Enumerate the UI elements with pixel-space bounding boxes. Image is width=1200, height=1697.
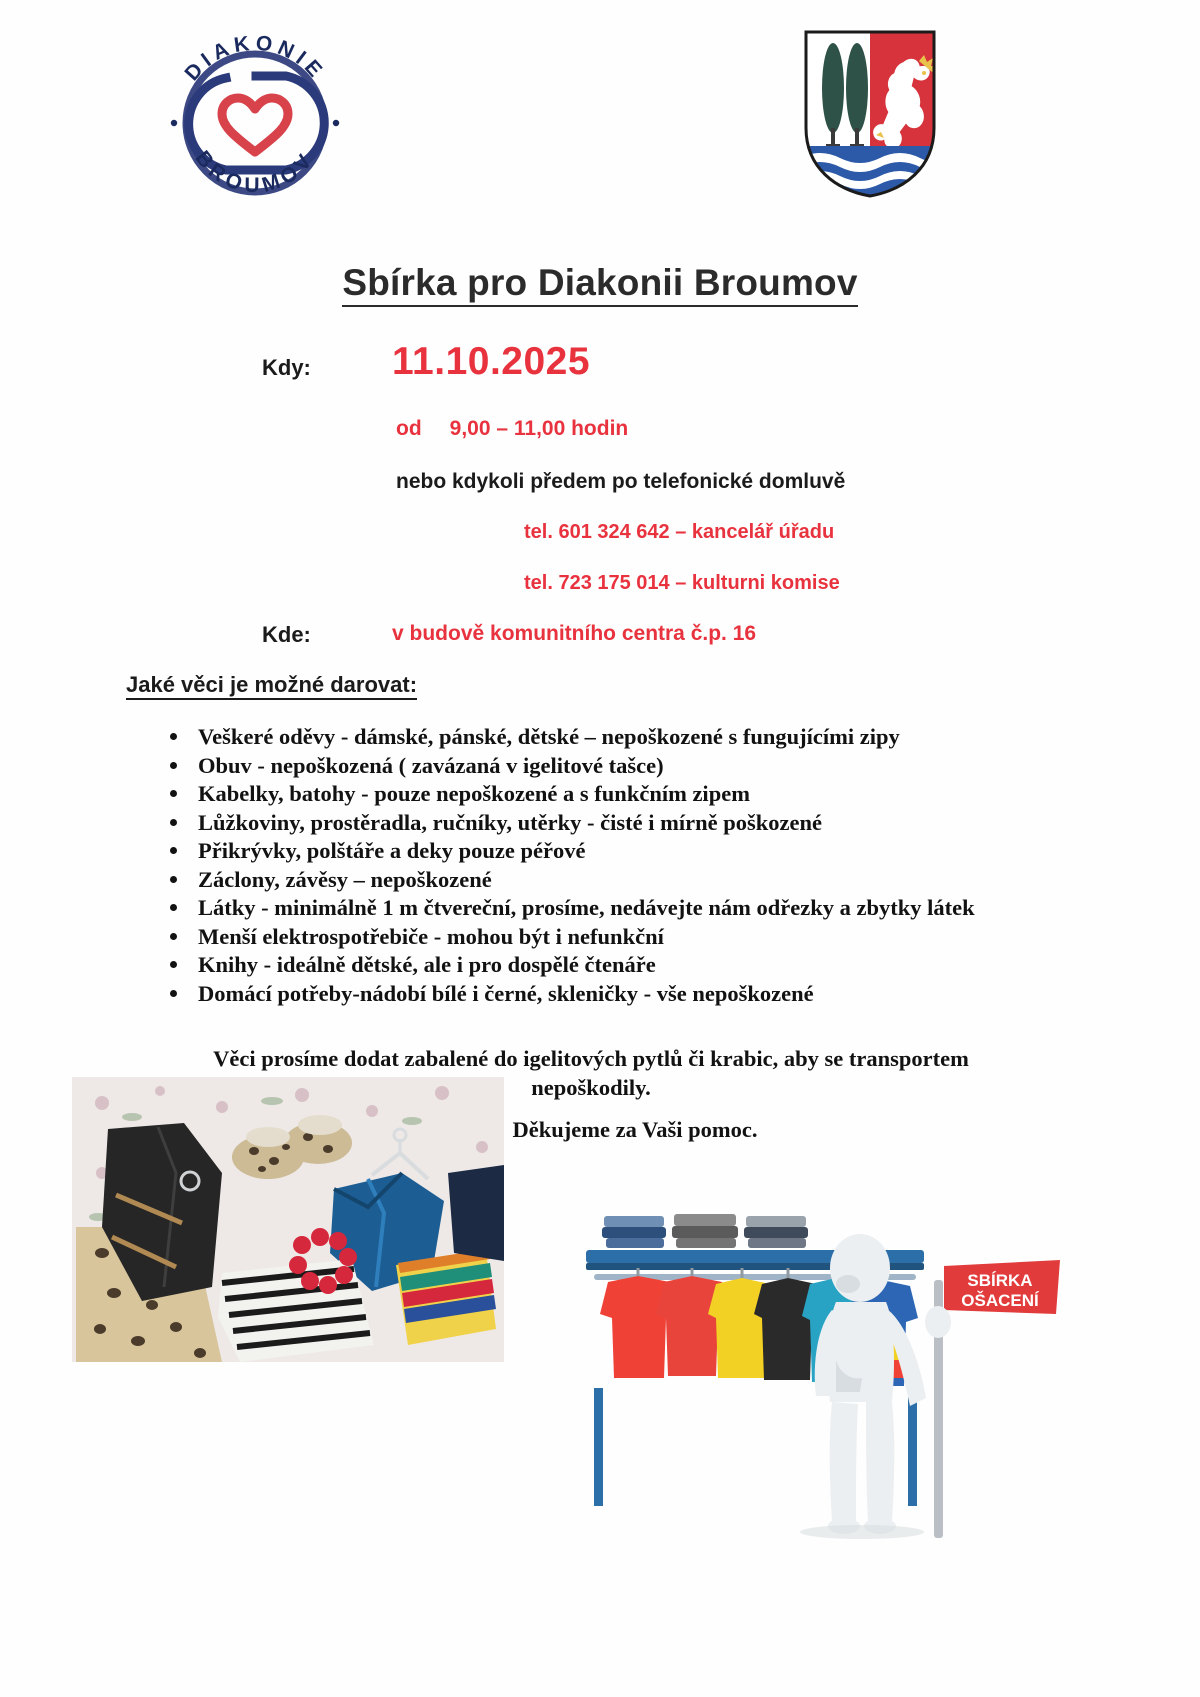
time-prefix: od xyxy=(396,417,422,440)
list-item-label: Kabelky, batohy - pouze nepoškozené a s funkčním zipem xyxy=(198,781,750,806)
list-item xyxy=(160,952,1060,979)
bullet-icon xyxy=(170,933,177,940)
when-label: Kdy: xyxy=(262,355,311,380)
phone-culture-commission: tel. 723 175 014 – kulturni komise xyxy=(524,572,840,594)
phone-office: tel. 601 324 642 – kancelář úřadu xyxy=(524,521,835,543)
municipal-coat-of-arms xyxy=(800,28,940,200)
list-item-label: Obuv - nepoškozená ( zavázaná v igelitové tašce) xyxy=(198,752,664,778)
diakonie-broumov-logo xyxy=(160,28,350,218)
bullet-icon xyxy=(170,876,177,883)
list-item xyxy=(160,724,1060,751)
list-item xyxy=(160,838,1060,865)
packing-note: Věci prosíme dodat zabalené do igelitových pytlů či krabic, aby se transportem nepoškodily. xyxy=(213,1046,969,1100)
list-item-label: Záclony, závěsy – nepoškozené xyxy=(198,866,492,892)
event-time xyxy=(396,417,628,441)
list-item xyxy=(160,867,1060,894)
page-title-text: Sbírka pro Diakonii Broumov xyxy=(342,262,857,307)
list-item xyxy=(160,753,1060,780)
clothing-collection-illustration xyxy=(560,1210,1060,1540)
list-item xyxy=(160,810,1060,837)
sign-line-2: OŠACENÍ xyxy=(961,1291,1039,1310)
list-item-label: Látky - minimálně 1 m čtvereční, prosíme, nedávejte nám odřezky a zbytky látek xyxy=(198,895,975,920)
bullet-icon xyxy=(170,847,177,854)
bullet-icon xyxy=(170,819,177,826)
list-item xyxy=(160,895,1060,922)
list-item-label: Knihy - ideálně dětské, ale i pro dospělé čtenáře xyxy=(198,952,656,977)
bullet-icon xyxy=(170,990,177,997)
donations-list xyxy=(160,724,1060,1009)
bullet-icon xyxy=(170,762,177,769)
list-item-label: Přikrývky, polštáře a deky pouze péřové xyxy=(198,838,586,863)
donated-clothes-photo xyxy=(72,1077,504,1362)
where-label: Kde: xyxy=(262,622,311,647)
list-item xyxy=(160,924,1060,951)
logo-text-bottom: BROUMOV xyxy=(190,146,320,198)
collection-sign xyxy=(944,1260,1060,1314)
list-item-label: Domácí potřeby-nádobí bílé i černé, skleničky - vše nepoškozené xyxy=(198,980,814,1006)
event-date: 11.10.2025 xyxy=(392,340,591,383)
list-item xyxy=(160,781,1060,808)
thanks-note: Děkujeme za Vaši pomoc. xyxy=(512,1117,758,1142)
bullet-icon xyxy=(170,904,177,911)
list-item xyxy=(160,981,1060,1008)
time-range: 9,00 – 11,00 hodin xyxy=(449,417,629,440)
page-title xyxy=(0,262,1200,304)
bullet-icon xyxy=(170,790,177,797)
event-location: v budově komunitního centra č.p. 16 xyxy=(392,622,757,645)
list-item-label: Veškeré oděvy - dámské, pánské, dětské – nepoškozené s fungujícími zipy xyxy=(198,724,900,749)
logo-text-top: DIAKONIE xyxy=(180,31,330,86)
bullet-icon xyxy=(170,961,177,968)
list-item-label: Lůžkoviny, prostěradla, ručníky, utěrky - čisté i mírně poškozené xyxy=(198,809,822,835)
donations-heading xyxy=(126,672,417,698)
list-item-label: Menší elektrospotřebiče - mohou být i nefunkční xyxy=(198,923,664,949)
donations-heading-text: Jaké věci je možné darovat: xyxy=(126,672,417,700)
bullet-icon xyxy=(170,733,177,740)
appointment-note: nebo kdykoli předem po telefonické domluvě xyxy=(396,470,846,493)
sign-line-1: SBÍRKA xyxy=(967,1271,1033,1290)
